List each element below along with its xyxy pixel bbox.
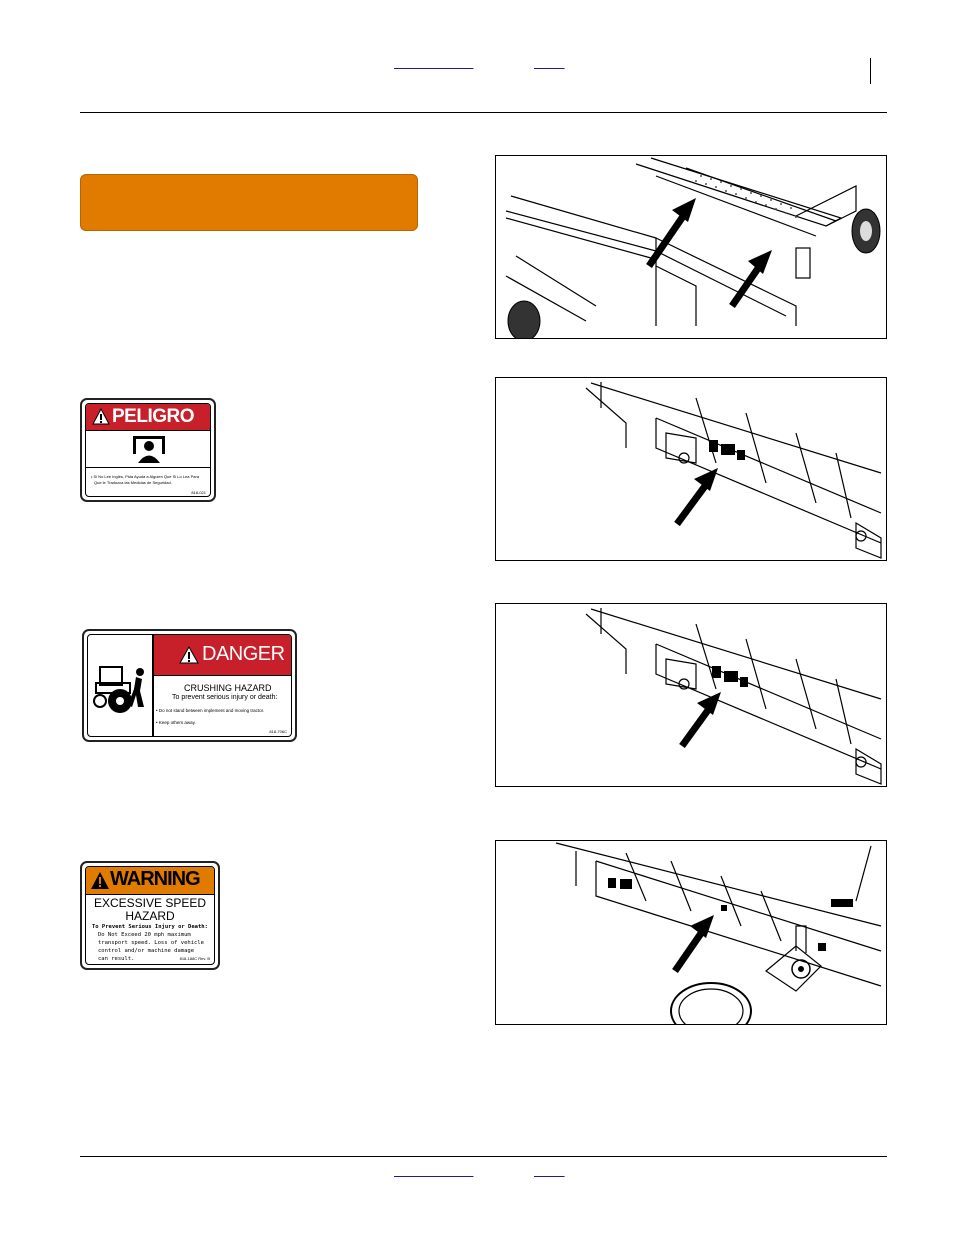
danger-bullet-2: • Keep others away. bbox=[156, 720, 196, 725]
header-link-2[interactable] bbox=[534, 58, 572, 72]
header-rule bbox=[80, 112, 887, 113]
warning-title: WARNING bbox=[110, 868, 200, 890]
peligro-text-2: Que le Traduzca las Medidas de Seguridad. bbox=[94, 480, 172, 485]
warning-triangle-icon bbox=[92, 408, 110, 425]
peligro-decal bbox=[80, 398, 216, 502]
warning-body-4: control and/or machine damage bbox=[98, 948, 195, 954]
figure-walkboard bbox=[495, 155, 887, 339]
danger-sub: To prevent serious injury or death: bbox=[172, 694, 278, 701]
warning-body-2: Do Not Exceed 20 mph maximum bbox=[98, 932, 191, 938]
peligro-divider bbox=[86, 467, 210, 468]
footer-rule bbox=[80, 1156, 887, 1157]
warning-decal bbox=[80, 861, 220, 970]
danger-heading: CRUSHING HAZARD bbox=[184, 683, 272, 693]
danger-bullet-1: • Do not stand between implement and moving tractor. bbox=[156, 708, 265, 713]
arrow-icon bbox=[649, 198, 696, 266]
danger-part-no: 818-706C bbox=[269, 729, 287, 734]
arrow-icon bbox=[682, 692, 721, 746]
peligro-header bbox=[86, 404, 210, 431]
footer-link-1[interactable] bbox=[394, 1166, 516, 1180]
tractor-crush-icon bbox=[90, 657, 150, 717]
figure-transport-decal bbox=[495, 840, 887, 1025]
warning-decal-frame bbox=[85, 866, 215, 965]
footer-link-2[interactable] bbox=[534, 1166, 572, 1180]
arrow-icon bbox=[677, 468, 718, 524]
reading-person-icon bbox=[130, 434, 168, 464]
peligro-part-no: 818-021 bbox=[191, 490, 206, 495]
danger-header bbox=[154, 635, 291, 676]
figure-hitch-decals-1 bbox=[495, 377, 887, 561]
warning-body-3: transport speed. Loss of vehicle bbox=[98, 940, 204, 946]
warning-body-1: To Prevent Serious Injury or Death: bbox=[92, 924, 208, 930]
danger-decal-frame bbox=[87, 634, 292, 737]
warning-triangle-icon bbox=[179, 646, 199, 664]
warning-triangle-icon bbox=[90, 871, 110, 890]
header-link-1[interactable] bbox=[394, 58, 516, 72]
figure-hitch-decals-2 bbox=[495, 603, 887, 787]
warning-heading-1: EXCESSIVE SPEED bbox=[93, 896, 207, 910]
danger-decal bbox=[82, 629, 297, 742]
warning-header bbox=[86, 867, 214, 895]
header-marker bbox=[870, 58, 871, 84]
warning-heading-2: HAZARD bbox=[125, 909, 175, 923]
peligro-decal-frame bbox=[85, 403, 211, 497]
warning-body-5: can result. bbox=[98, 956, 135, 962]
peligro-title: PELIGRO bbox=[112, 406, 195, 427]
hazard-bar bbox=[80, 174, 418, 231]
peligro-text-1: • Si No Lee Inglés, Pida Ayuda a Alguien Que Si Lo Lea Para bbox=[91, 474, 200, 479]
danger-title: DANGER bbox=[202, 643, 285, 665]
warning-part-no: 818-188C Rev. B bbox=[179, 956, 210, 961]
